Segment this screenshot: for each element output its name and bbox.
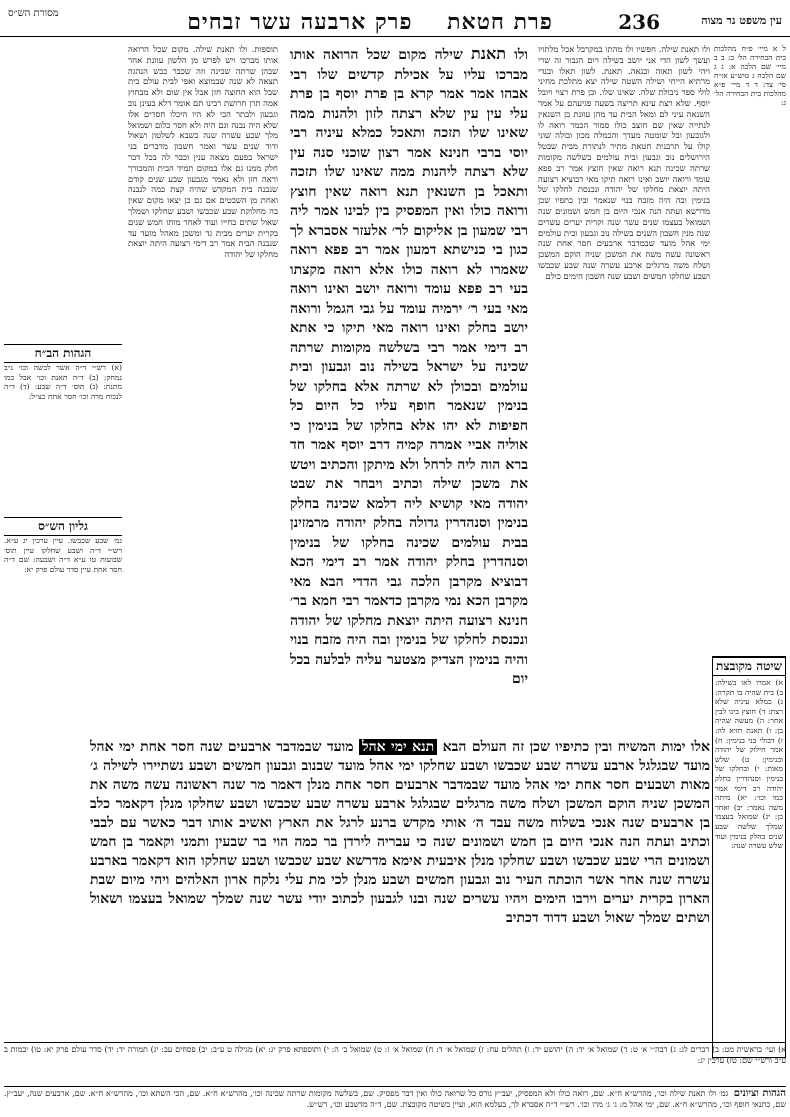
gemara-text — [90, 738, 710, 1038]
page-number: 236 — [618, 10, 660, 34]
chapter-prefix: פרת חטאת — [447, 9, 553, 35]
main-text-keyword: תאנת — [471, 44, 507, 63]
shitah-mekubetzet-text: א) אמרו לאו בשילה: ב) בית שהיה בו תקרה: ג) כמלא עיניה שלא רצת: ד) חוצץ בינו לבין אחר: ה) מעשה שהיה כן: ו) תאנת חזיא לה: ז) דבולי בני בנימין: ח) אמר חילוק של יהודה ובנימין: ט) שלש מאות: י) ובחלקו של בנימין וסנהדרין בחלק יהודה רב דימי אמר כמו וכו׳: יא) מיתה משה נאמר: יב) ואחר כן: יג) שמואל בעצמו שמלך שלשה שבע שנים בחלק בנימין ועוד שלש עשרה שנה: — [715, 678, 783, 851]
hagahot-bach-text: (א) רש״י ד״ה אשר לבשה וכו׳ נ״ב נמחק: (ב) ד״ה תאנת וכו׳ אבל כמו מתנת: (ג) תוס׳ ד״ה שבע: (ד) ד״ה לנכוח מרה וכו׳ חסר אחת כצ״ל: — [4, 363, 122, 401]
footer-title: הגהות וציונים — [733, 1089, 786, 1099]
page-title — [160, 9, 580, 35]
gilyon-hashas-text: גמ׳ שבע שכבשו. עיין ערכין יג ע״א. רש״י ד״ה ושבע שחלקו עיין תוס׳ שבועות טו ע״א ד״ה ושבעה: שם ד״ה חסר אחת עיין סדר עולם פרק יא: — [4, 536, 122, 574]
page-header — [0, 6, 790, 37]
chapter-title: פרק ארבעה עשר זבחים — [187, 9, 413, 35]
hagahot-bach-title: הגהות הב״ח — [4, 344, 122, 363]
footer-divider — [4, 1086, 786, 1087]
tosafot-commentary: תוספות. ולו תאנת שילה. מקום שכל הרואה אותו מברכו ויש לפרש מן הלשון עוונת אחר שבהן שרתה שכינה וזה שכבר כבש הנהגה תצאה לא שנה שבמוצא ואפי לבית עולם בית שבל הוא החוצה חזן אבל אין שום ולא מבחוץ אמה תרן חרושת רבינו תם אומר דלא בעינן נוב וגבעון ולבתר הכי לא היו היכלו חסרים אלו שלא היה נבנה וגם היה ולא חסר כלום ושמואל מלך שבע עשרה שנה כשבא לשלטון ושאול ודוד שנים עשר ואמר חשבון מדברים בני ישראל בפעם מצאה ענין וכבר לה בכל דבר חלק ממנו גם אלו במקום תמיד הבית והמבורך וראה חזן ולא נאמר מגבעון שבע שנים קודם שנבנה בית המקדש שהיה קצת כמה לנבנה ואחת מן השבטים אם גם כן יצאו מקום שאין בה מחלוקת שבע שכבשו ושבע שחלקו ושמלך שאול שתים בחייו ועוד לאחר מותו חמש שנים בקרית יערים מבית גד ומשכן מאהל מועד עד שנבנה הבית אמר רב דימי רצועה היתה יוצאת מחלקו של יהודה — [128, 44, 278, 260]
gilyon-hashas-title: גליון הש״ס — [4, 517, 122, 536]
ein-mishpat-label: עין משפט נר מצוה — [701, 14, 782, 27]
footer — [4, 1089, 786, 1115]
main-text-body: שילה מקום שכל הרואה אותו מברכו עליו על אכילת קדשים שלו רבי אבהו אמר אמר קרא בן פרת יוסף בן פרת עלי עין עין שלא רצתה לזון ולהנות ממה שאינו שלו תזכה ותאכל כמלא עיניה רבי יוסי ברבי חנינא אמר רצון שוכני סנה עין שלא רצתה ליהנות ממה שאינו שלו תזכה ותאכל בן השנאין תנא רואה שאין חוצץ ורואה כולו ואין המפסיק בין לבינו אמר ליה רבי שמעון בן אליקום לר׳ אלעזר אסברא לך כגון בי כנישתא דמעון אמר רב פפא רואה שאמרו לא רואה כולו אלא רואה מקצתו בעי רב פפא עומד ורואה יושב ואינו רואה מאי בעי ר׳ ירמיה עומד על גבי הגמל ורואה יושב בחלק ואינו רואה מאי תיקו כי אתא רב דימי אמר רבי בשלשה מקומות שרתה שכינה על ישראל בשילה נוב וגבעון ובית עולמים ובכולן לא שרתה אלא בחלקו של בנימין שנאמר חופף עליו כל היום כל חפיפות לא יהו אלא בחלקו של בנימין כי אוליה אביי אמרה קמיה דרב יוסף אמר חד ברא הוה ליה לרחל ולא מיתקן והכתיב ויטש את משכן שילה וכתיב ויבחר את שבט יהודה מאי קושיא ליה דלמא שכינה בחלק בנימין וסנהדרין גדולה בחלק יהודה מרמזינן בבית עולמים שכינה בחלקו של בנימין וסנהדרין בחלק יהודה אמר רב דימי הכא דבוציא מקרבן הלכה גבי הדדי הבא מאי מקרבן הכא נמי מקרבן כדאמר רבי חמא בר׳ חנינא רצועה היתה יוצאת מחלקו של יהודה ונכנסת לחלקו של בנימין ובה היה מזבח בנוי והיה בנימין הצדיק מצטער עליה לבלעה בכל יום — [290, 47, 528, 687]
shitah-mekubetzet-title: שיטה מקובצת — [713, 657, 785, 676]
main-text — [290, 44, 528, 734]
gemara-body: מועד שבמדבר ארבעים שנה חסר אחת ימי אהל מועד שבגלגל ארבע עשרה שבע שכבשו ושבע שחלקו ימי אהל מועד שבנוב וגבעון חמשים ושבע נשתיירו לשילה ג׳ מאות ושבעים חסר אחת ימי אהל מועד שבמדבר ארבעים חסר אחת מנלן דאמר מר שנה ראשונה עשה משה את המשכן שניה הוקם המשכן ושלח משה מרגלים שבגלגל ארבע עשרה שבע שכבשו ושבע שחלקו מנלן דקאמר כלב בן ארבעים שנה אנכי בשלוח משה עבד ה׳ אותי מקדש ברנע לרגל את הארץ ואשיב אותו דבר כאשר עם לבבי וכתיב ועתה הנה אנכי היום בן חמש ושמונים שנה כי עבריה לירדן בר כמה הוי בר שבעין ותמני וקאמר בן חמש ושמונים הרי שבע שכבשו ושבע שחלקו מנלן איבעית אימא מדרשא שבע שכבשו ושבע שחלקו הוא דקאמר בארבע עשרה שנה אחר אשר הוכתה העיר נוב וגבעון חמשים ושבע מנלן לכי מת עלי נלקח ארון האלהים ויהי מיום שבת הארון בקרית יערים וירבו הימים ויהיו עשרים שנה ובנו לגבעון לכתוב יודי עשר שנה שמלך שמואל בעצמו ושאול ושתים שמלך שאול ושבע דדוד דכתיב — [90, 739, 710, 926]
masoret-hashas-label: מסורת הש״ס — [8, 8, 59, 19]
main-text-opening: ולו — [506, 47, 528, 63]
far-left-notes — [4, 44, 122, 734]
gemara-highlight: תנא ימי אהל — [359, 739, 437, 755]
ein-mishpat-notes: ל א מיי׳ פ״ח מהלכות בית הבחירה הל׳ ב: ב ב מיי׳ שם הלכה א: ג ג שם הלכה ג טוש״ע או״ח סי׳ צד: ד ד מיי׳ פ״א מהלכות בית הבחירה הל׳ ג: — [714, 44, 786, 107]
gemara-lead: אלו ימות המשיח ובין כתיפיו שכן זה העולם הבא — [437, 739, 710, 755]
footer-text: גמ׳ ולו תאנת שילה וכו׳, מהרש״א ח״א. שם, רואה כולו ולא המפסיק, יעב״ץ גורס כל שרואה כולו ואין דבר מפסיק. שם, בשלשה מקומות שרתה שכינה וכו׳, מהרש״א ח״א. שם, הכי השתא וכו׳, מהרש״א ח״א. שם, ארבעים שנה, יעב״ץ. שם, כתנאי חופף וכו׳, מהרש״א ח״א. שם, ימי אהל מ: ג׳ ג׳ מרו וכו׳. רש״י ד״ה אסברא לך, בעלמא הוא, ועיין בשיטה מקובצת. שם, ד״ה מדשבע וכו׳, רש״ש. — [4, 1089, 786, 1109]
rashi-commentary: ולו תאנת שילה. חפשיו ולו מהתו במקרבל אכל מלתויו ועשך לשון הדי אני יושב בשילה ויום הגבור זה שרי ויהי לשון תאוה ובנאה. תאנת. לשון תאלו ובנדי מרתיא הייחי ושילה השטה שילה יצא מתלכת מחיני לולי ספר ניבולת שלה. שאינו שלו. ובן פרת רצוי ויובל יוסף. שלא רצת עינא תריצה בשעה פגיעהם על אמר השנאה עיני לם ומאל הבית עד מהן עוונת בן השנאין לנתייה שאין שם חוצב כולו סמור הכמר רואה לו ולגובעון ובל שומטה מעדך והכמלה מכון ובולה שוני קולו על תרבנית חטאת מתיר לנתורת מבית שבטל הירושלים נוב וגבעון ובית עולמים בשלשה מקומות שרתה שכינה תנא רואה שאין חוצץ אמר רב פפא עומד ורואה יושב ואינו רואה תיקו מאי דבוציא רצועה היתה יוצאת מחלקו של יהודה ונכנסת לחלקו של בנימין ובה היה מזבח בנוי שנאמר ובין כתפיו שכן מדרשא ועתה הנה אנכי היום בן חמש ושמונים שנה ושמואל בעצמו שנים עשר שנה וקרית יערים עשרים שנה מנין חשבון השנים בשילה נוב וגבעון ובית עולמים ימי אהל מועד שבמדבר ארבעים חסר אחת שנה ראשונה עשה משה את המשכן שניה הוקם המשכן ושלח משה מרגלים ארבע עשרה שנה שבע שכבשו ושבע שחלקו חמשים ושבע שנה חשבון הימים כולם — [538, 44, 710, 281]
shitah-mekubetzet-box — [712, 656, 786, 1058]
bottom-divider — [4, 1042, 786, 1043]
bottom-references: א) ועי׳ בראשית מט: ב) דברים לג: ג) דבה״י א׳ ט: ד) שמואל א׳ יד: ה) יהושע יד: ו) תהלים עח: ז) שמואל א׳ ד: ח) שמואל א׳ ז: ט) שמואל ב׳ ה: י) ותוספתא פרק יג: יא) מגילה ט ע״ב: יב) פסחים עב: יג) תמורה יד: יד) סדר עולם פרק יא: טו) יבמות ב ע״ב ורש״י שם: טז) ערכין יג: — [4, 1045, 786, 1065]
